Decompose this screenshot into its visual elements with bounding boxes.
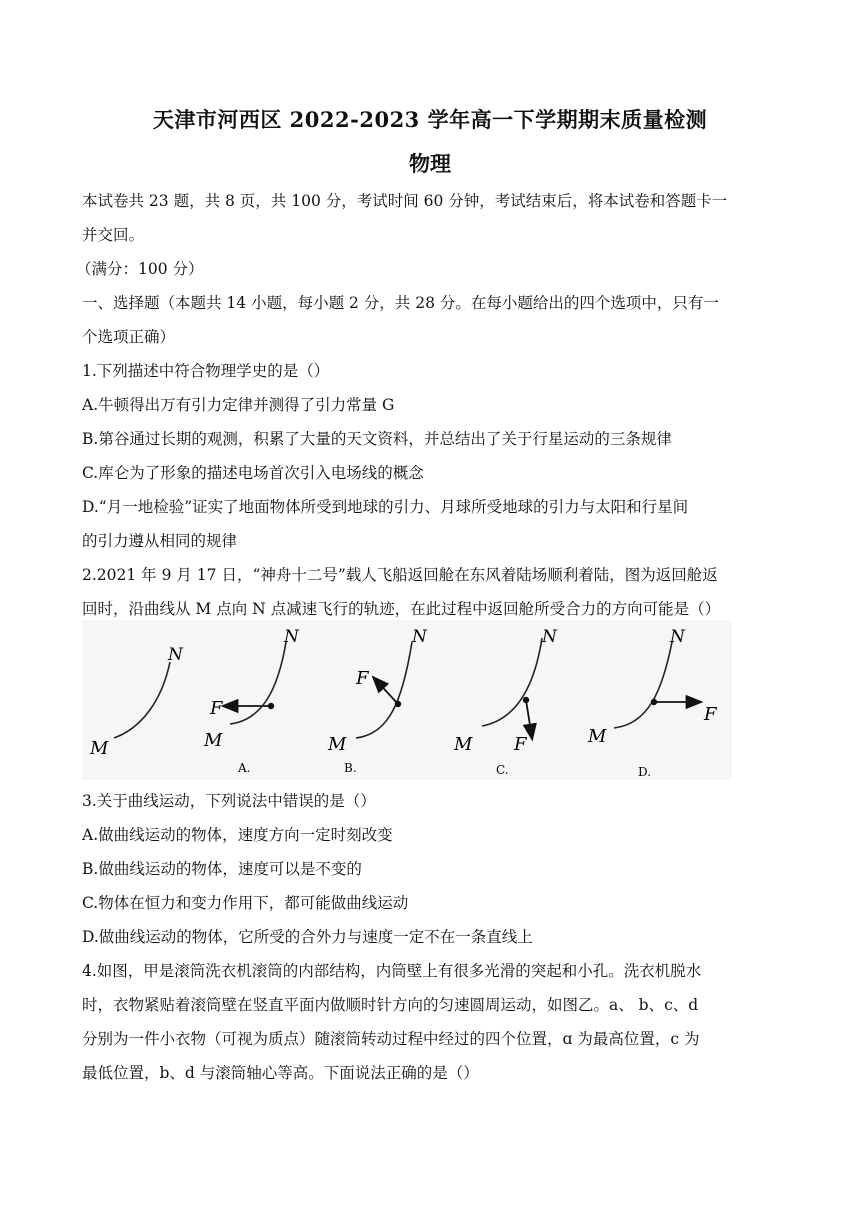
intro-line-2: 并交回。 — [82, 226, 145, 244]
label-n: N — [670, 627, 685, 647]
label-f: F — [356, 668, 369, 689]
label-n: N — [542, 627, 557, 647]
label-n: N — [284, 627, 299, 647]
question-1-option-a: A.牛顿得出万有引力定律并测得了引力常量 G — [82, 396, 395, 414]
label-m: M — [90, 738, 109, 759]
label-n: N — [412, 627, 427, 647]
question-3-option-d: D.做曲线运动的物体，它所受的合外力与速度一定不在一条直线上 — [82, 928, 533, 946]
question-1-option-b: B.第谷通过长期的观测，积累了大量的天文资料，并总结出了关于行星运动的三条规律 — [82, 430, 672, 448]
subject-title: 物理 — [409, 151, 451, 176]
trajectory-figure — [82, 620, 732, 780]
option-label-a: A. — [238, 761, 251, 775]
question-4-line-4: 最低位置，b、d 与滚筒轴心等高。下面说法正确的是（） — [82, 1064, 479, 1082]
question-4-line-2: 时，衣物紧贴着滚筒壁在竖直平面内做顺时针方向的匀速圆周运动，如图乙。a、 b、c、d — [82, 996, 699, 1014]
label-m: M — [204, 730, 223, 751]
label-m: M — [454, 734, 473, 755]
question-1-stem: 1.下列描述中符合物理学史的是（） — [82, 362, 330, 380]
label-m: M — [588, 726, 607, 747]
option-label-d: D. — [638, 765, 652, 779]
label-m: M — [328, 734, 347, 755]
intro-line-1: 本试卷共 23 题，共 8 页，共 100 分，考试时间 60 分钟，考试结束后，将本试卷和答题卡一 — [82, 192, 728, 210]
full-score: （满分：100 分） — [76, 260, 204, 278]
question-1-option-d-line-1: D.“月一地检验”证实了地面物体所受到地球的引力、月球所受地球的引力与太阳和行星间 — [82, 498, 689, 516]
section-heading-line-2: 个选项正确） — [82, 328, 176, 346]
question-3-option-b: B.做曲线运动的物体，速度可以是不变的 — [82, 860, 362, 878]
question-3-option-a: A.做曲线运动的物体，速度方向一定时刻改变 — [82, 826, 393, 844]
question-4-line-1: 4.如图，甲是滚筒洗衣机滚筒的内部结构，内筒壁上有很多光滑的突起和小孔。洗衣机脱水 — [82, 962, 702, 980]
option-label-b: B. — [344, 761, 357, 775]
label-f: F — [514, 734, 527, 755]
section-heading-line-1: 一、选择题（本题共 14 小题，每小题 2 分，共 28 分。在每小题给出的四个选项中，只有一 — [82, 294, 719, 312]
label-f: F — [704, 704, 717, 725]
question-3-stem: 3.关于曲线运动，下列说法中错误的是（） — [82, 792, 376, 810]
question-2-line-2: 回时，沿曲线从 M 点向 N 点减速飞行的轨迹，在此过程中返回舱所受合力的方向可能是（） — [82, 600, 721, 618]
question-1-option-d-line-2: 的引力遵从相同的规律 — [82, 532, 238, 550]
question-2-line-1: 2.2021 年 9 月 17 日，“神舟十二号”载人飞船返回舱在东风着陆场顺利着陆，图为返回舱返 — [82, 566, 718, 584]
question-4-line-3: 分别为一件小衣物（可视为质点）随滚筒转动过程中经过的四个位置，ɑ 为最高位置，c 为 — [82, 1030, 700, 1048]
option-label-c: C. — [496, 763, 509, 777]
question-1-option-c: C.库仑为了形象的描述电场首次引入电场线的概念 — [82, 464, 424, 482]
page-title: 天津市河西区 2022-2023 学年高一下学期期末质量检测 — [152, 107, 708, 132]
label-n: N — [168, 645, 183, 665]
question-3-option-c: C.物体在恒力和变力作用下，都可能做曲线运动 — [82, 894, 409, 912]
label-f: F — [210, 698, 223, 719]
